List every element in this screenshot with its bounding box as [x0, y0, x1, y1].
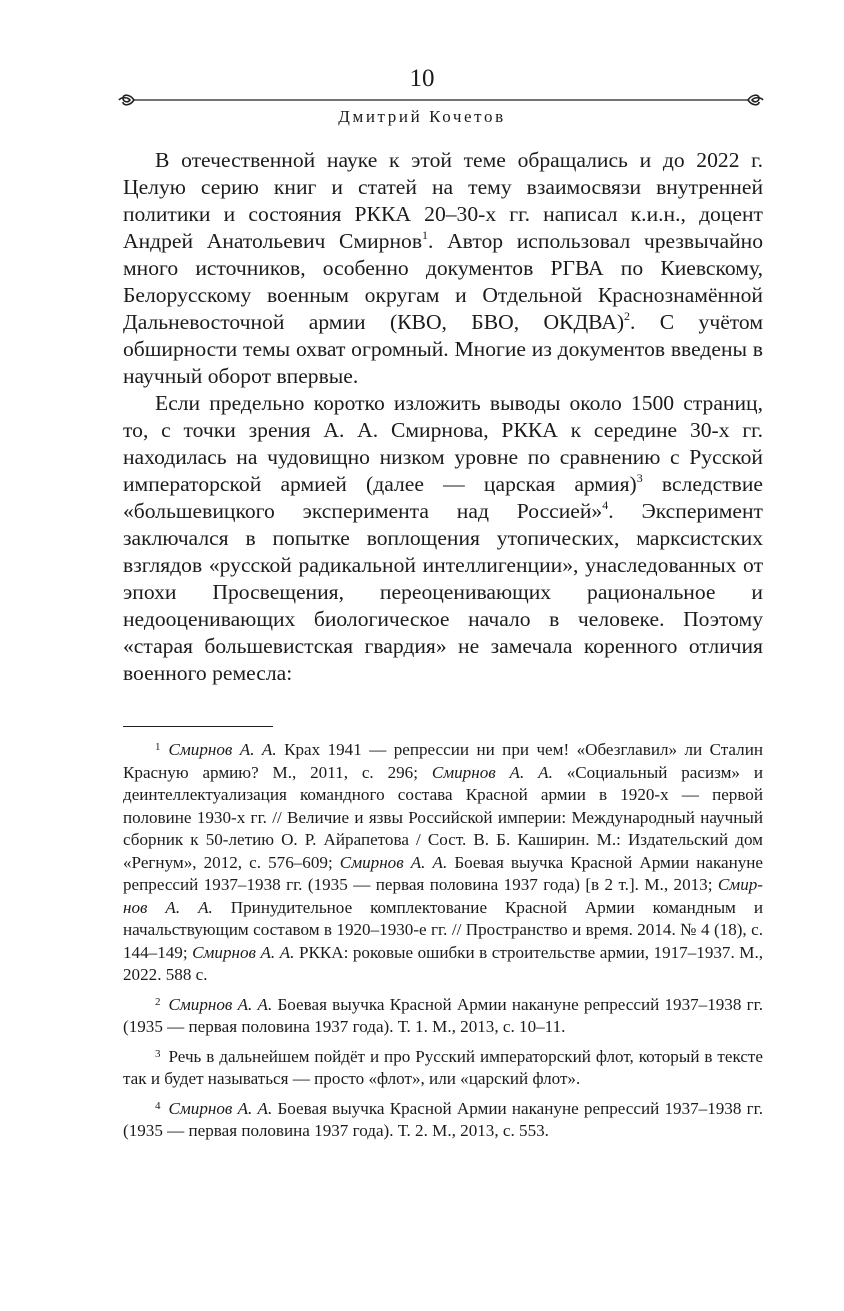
paragraph: В отечественной науке к этой теме обращались и до 2022 г. Целую серию книг и статей на тему взаимосвязи внутренней политики и состояния РККА 20–30-х гг. написал к.и.н., доцент Андрей Анатольевич Смирнов$^1$. Автор использовал чрезвычайно много источников, особенно документов РГВА по Киевскому, Белорусскому военным округам и Отдельной Краснознамённой Дальневосточной армии (КВО, БВО, ОКДВА)$^2$. С учётом обширности темы охват огромный. Многие из документов введены в научный оборот впервые.: [123, 148, 763, 388]
footnote: $^4$ Смирнов А. А. Боевая выучка Красной Армии накануне репрессий 1937–1938 гг. (1935 — первая половина 1937 года). Т. 2. М., 2013, с. 553.: [123, 1098, 763, 1140]
footnote: $^1$ Смирнов А. А. Крах 1941 — репрессии ни при чем! «Обезглавил» ли Сталин Красную армию? М., 2011, с. 296; Смирнов А. А. «Социальный расизм» и деинтеллектуализация командного состава Красной армии в 1920-х — первой половине 1930-х гг. // Величие и язвы Российской империи: Международный научный сборник к 50-летию О. Р. Айрапетова / Сост. В. Б. Каширин. М.: Издательский дом «Регнум», 2012, с. 576–609; Смирнов А. А. Боевая выучка Красной Армии накануне репрессий 1937–1938 гг. (1935 — первая половина 1937 года) [в 2 т.]. М., 2013; Смирнов А. А. Принудительное комплектование Красной Армии командным и начальствующим составом в 1920–1930-е гг. // Пространство и время. 2014. № 4 (18), с. 144–149; Смирнов А. А. РККА: роковые ошибки в строительстве армии, 1917–1937. М., 2022. 588 с.: [123, 740, 764, 984]
footnote-ref: 4: [602, 497, 609, 512]
footnote-number: 2: [155, 995, 161, 1008]
footnote: $^3$ Речь в дальнейшем пойдёт и про Русский императорский флот, который в тексте так и будет называться — просто «флот», или «царский флот».: [123, 1046, 763, 1088]
footnote-ref: 2: [624, 308, 631, 323]
paragraph: Если предельно коротко изложить выводы около 1500 страниц, то, с точки зрения А. А. Смирнова, РККА к середине 30-х гг. находилась на чудовищно низком уровне по сравнению с Русской императорской армией (далее — царская армия)$^3$ вследствие «большевицкого эксперимента над Россией»$^4$. Эксперимент заключался в попытке воплощения утопических, марксистских взглядов «русской радикальной интеллигенции», унаследованных от эпохи Просвещения, переоценивающих рациональное и недооценивающих биологическое начало в человеке. Поэтому «старая большевистская гвардия» не замечала коренного отличия военного ремесла:: [123, 391, 763, 685]
footnote-separator: [123, 726, 273, 727]
footnote-number: 3: [155, 1047, 161, 1060]
page-number: 10: [409, 65, 435, 92]
main-text: [123, 147, 763, 687]
footnotes: [123, 736, 763, 1147]
footnote: $^2$ Смирнов А. А. Боевая выучка Красной Армии накануне репрессий 1937–1938 гг. (1935 — первая половина 1937 года). Т. 1. М., 2013, с. 10–11.: [123, 994, 763, 1036]
footnote-number: 4: [155, 1099, 161, 1112]
footnote-ref: 3: [636, 470, 643, 485]
footnote-ref: 1: [422, 227, 429, 242]
running-head: Дмитрий Кочетов: [338, 107, 506, 126]
footnote-number: 1: [155, 741, 161, 753]
